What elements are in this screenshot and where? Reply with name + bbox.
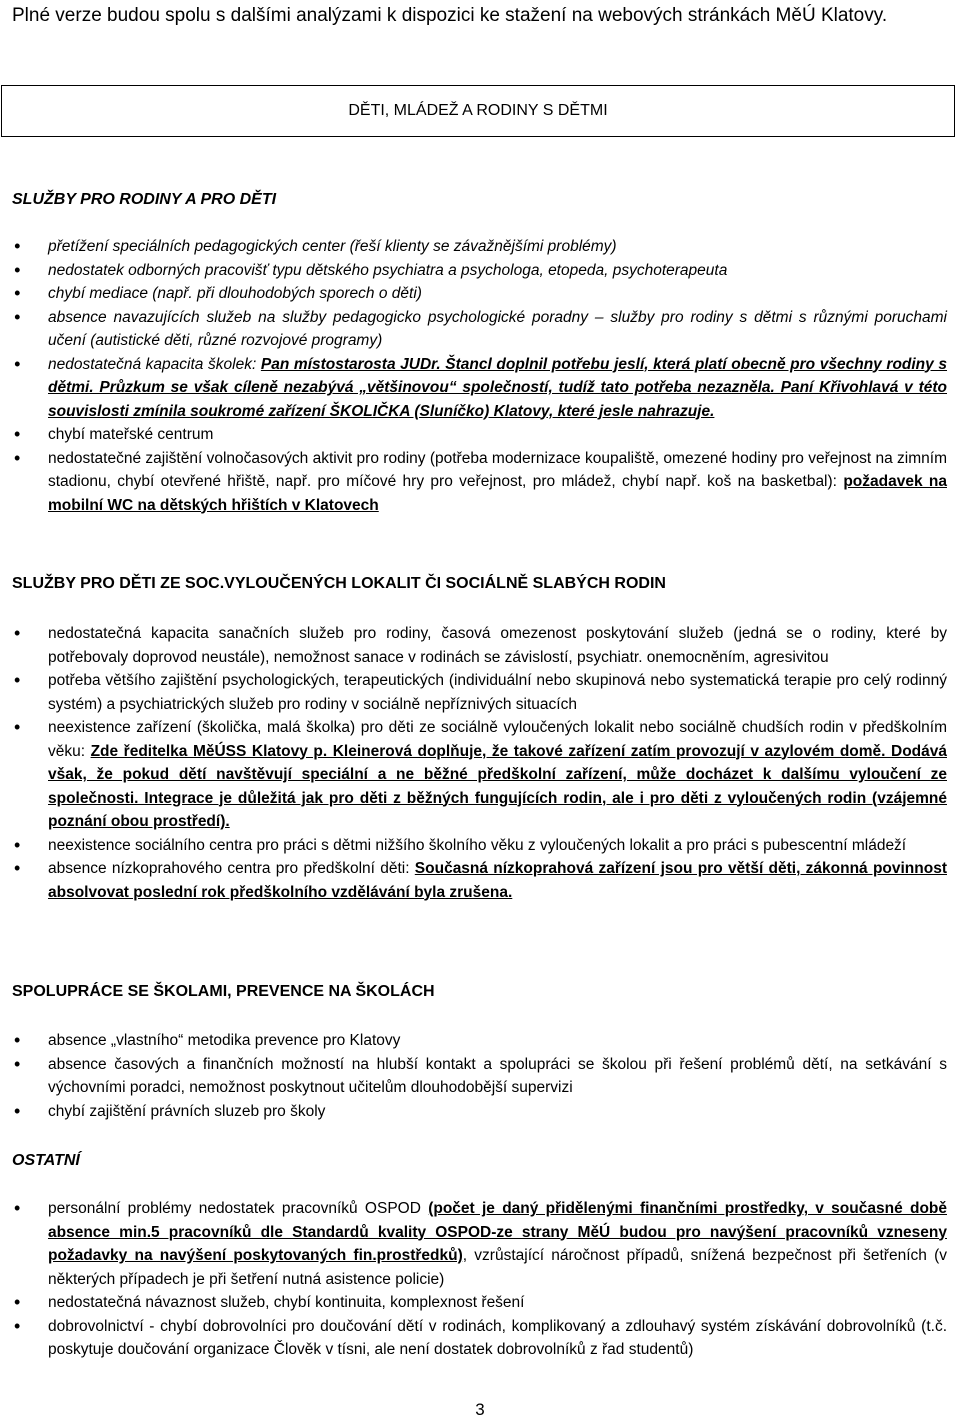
section3-list [0, 1029, 960, 1123]
list-item-tail: , vzrůstající náročnost případů, snížená bezpečnost při šetřeních (v některých případech je při šetření nutná asistence policie) [48, 1247, 948, 1288]
list-item: • potřeba většího zajištění psychologických, terapeutických (individuální nebo skupinová nebo systematická terapie pro celý rodinný systém) a psychiatrických služeb pro rodiny v sociálně nepříznivých situacích [0, 669, 947, 716]
list-item: • nedostatečná návaznost služeb, chybí kontinuita, komplexnost řešení [0, 1291, 947, 1315]
list-item-note: požadavek na mobilní WC na dětských hřištích v Klatovech [48, 473, 947, 514]
section-heading-schools: SPOLUPRÁCE SE ŠKOLAMI, PREVENCE NA ŠKOLÁCH [12, 983, 435, 1000]
section-heading-services: SLUŽBY PRO RODINY A PRO DĚTI [12, 191, 277, 208]
list-item: • přetížení speciálních pedagogických center (řeší klienty se závažnějšími problémy) [0, 235, 947, 259]
list-item [0, 447, 947, 518]
list-item [0, 857, 947, 904]
page-number: 3 [475, 1400, 485, 1419]
list-item-text: nedostatečné zajištění volnočasových aktivit pro rodiny (potřeba modernizace koupaliště, omezené hodiny pro veřejnost na zimním stadionu, chybí otevřené hřiště, např. pro míčové hry pro veřejnost, pro mládež, chybí např. koš na basketbal): [48, 449, 947, 490]
list-item: • dobrovolnictví - chybí dobrovolníci pro doučování dětí v rodinách, komplikovaný a zdlouhavý systém získávání dobrovolníků (t.č. poskytuje doučování organizace Člověk v tísni, ale není dostatek dobrovolníků z řad studentů) [0, 1315, 947, 1362]
list-item-note: Pan místostarosta JUDr. Štancl doplnil potřebu jeslí, která platí obecně pro všechny rodiny s dětmi. Průzkum se však cíleně nezabývá „většinovou“ společností, tudíž tato potřeba nezazněla. Paní Křivohlavá v této souvislosti zmínila soukromé zařízení ŠKOLIČKA (Sluníčko) Klatovy, které jesle nahrazuje. [48, 355, 948, 420]
section-heading-excluded: SLUŽBY PRO DĚTI ZE SOC.VYLOUČENÝCH LOKALIT ČI SOCIÁLNĚ SLABÝCH RODIN [12, 575, 666, 592]
list-item-text: neexistence zařízení (školička, malá školka) pro děti ze sociálně vyloučených lokalit nebo sociálně chudších rodin v předškolním věku: [48, 719, 947, 760]
list-item-note: Zde ředitelka MěÚSS Klatovy p. Kleinerová doplňuje, že takové zařízení zatím provozují v azylovém domě. Dodává však, že pokud dětí navštěvují speciální a ne běžné předškolní zařízení, může docházet k dalšímu vyloučení ze společnosti. Integrace je důležitá jak pro děti z běžných fungujících rodin, ale i pro děti z vyloučených rodin (vzájemné poznání obou prostředí). [48, 742, 947, 830]
list-item-text: absence nízkoprahového centra pro předškolní děti: [48, 860, 415, 877]
section-box-title: DĚTI, MLÁDEŽ A RODINY S DĚTMI [1, 85, 955, 137]
list-item-note: (počet je daný přidělenými finančními prostředky, v současné době absence min.5 pracovníků dle Standardů kvality OSPOD-ze strany MěÚ budou pro navýšení pracovníků vzneseny požadavky na navýšení poskytovaných fin.prostředků) [48, 1200, 947, 1264]
intro-paragraph: Plné verze budou spolu s dalšími analýzami k dispozici ke stažení na webových stránkách MěÚ Klatovy. [12, 5, 888, 26]
list-item-text: personální problémy nedostatek pracovníků OSPOD [48, 1200, 429, 1217]
list-item-note: Současná nízkoprahová zařízení jsou pro větší děti, zákonná povinnost absolvovat poslední rok předškolního vzdělávání byla zrušena. [48, 860, 947, 901]
list-item: • neexistence sociálního centra pro práci s dětmi nižšího školního věku z vyloučených lokalit a pro práci s pubescentní mládeží [0, 834, 947, 858]
section1-list [0, 235, 960, 517]
list-item: • nedostatečná kapacita sanačních služeb pro rodiny, časová omezenost poskytování služeb (jedná se o rodiny, které by potřebovaly doprovod neustále), nemožnost sanace v rodinách se závislostí, psychiatr. onemocněním, agresivitou [0, 622, 947, 669]
list-item [0, 1197, 947, 1291]
list-item: • chybí mediace (např. při dlouhodobých sporech o děti) [0, 282, 947, 306]
list-item: • nedostatek odborných pracovišť typu dětského psychiatra a psychologa, etopeda, psychoterapeuta [0, 259, 947, 283]
list-item-text: nedostatečná kapacita školek: [48, 355, 261, 373]
list-item: • chybí mateřské centrum [0, 423, 947, 447]
list-item [0, 716, 947, 834]
section2-list [0, 622, 960, 904]
list-item: • absence časových a finančních možností na hlubší kontakt a spolupráci se školou při řešení problémů dětí, na setkávání s výchovními poradci, nemožnost poskytnout učitelům dlouhodobější supervizi [0, 1053, 947, 1100]
list-item [0, 353, 947, 424]
section-heading-other: OSTATNÍ [12, 1152, 80, 1169]
list-item: • absence „vlastního“ metodika prevence pro Klatovy [0, 1029, 947, 1053]
section4-list [0, 1197, 960, 1362]
list-item: • absence navazujících služeb na služby pedagogicko psychologické poradny – služby pro rodiny s dětmi s různými poruchami učení (autistické děti, různé rozvojové programy) [0, 306, 947, 353]
list-item: • chybí zajištění právních sluzeb pro školy [0, 1100, 947, 1124]
